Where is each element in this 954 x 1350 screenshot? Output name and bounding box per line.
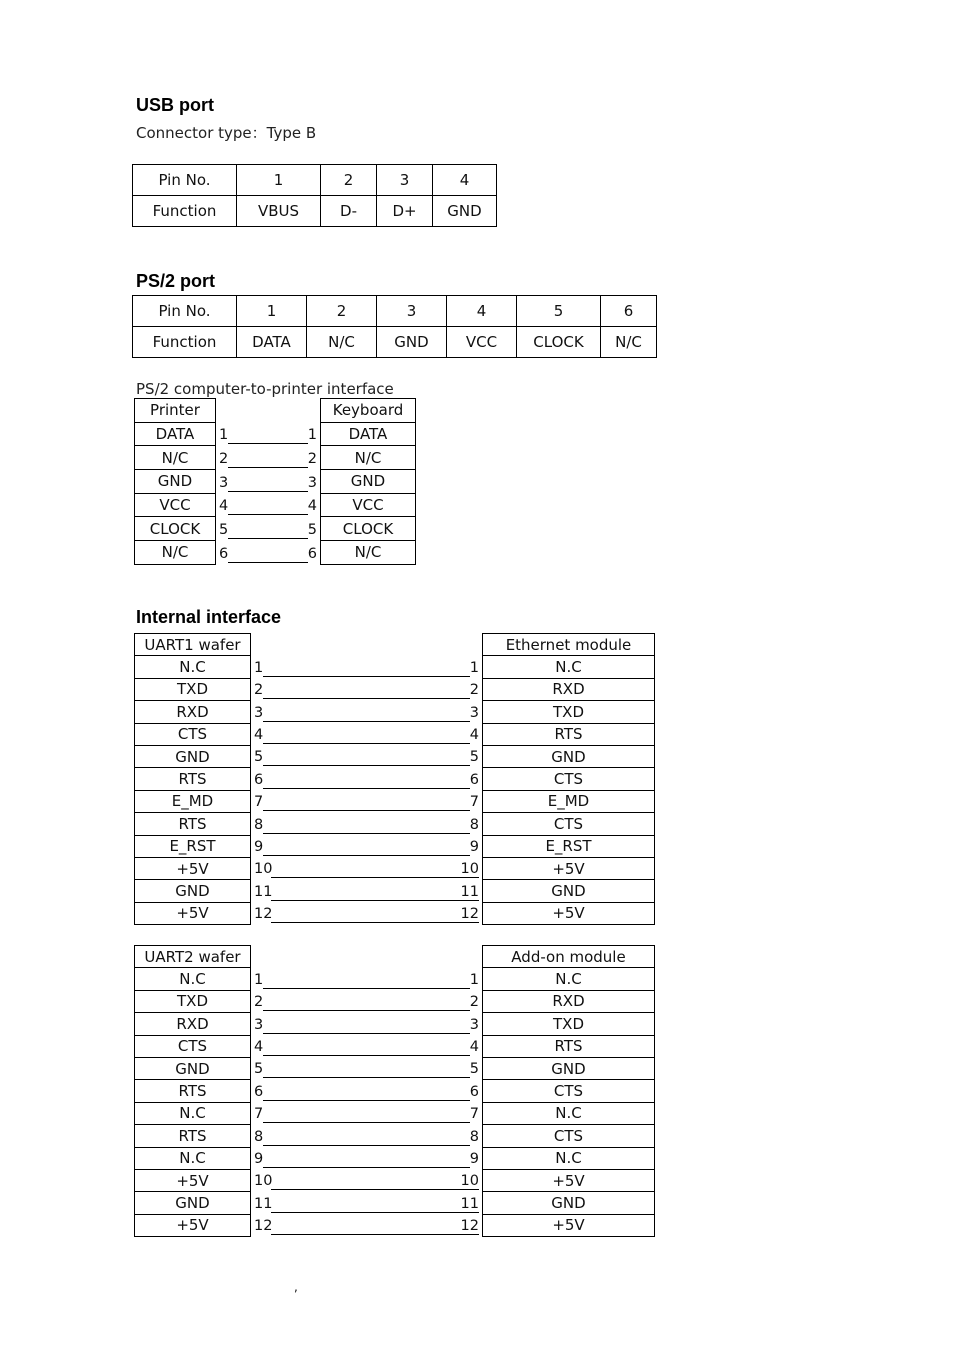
wire-pin-left: 2 (254, 994, 264, 1011)
table-row (483, 656, 655, 678)
right-signal-cell: RTS (483, 723, 655, 745)
right-signal-cell: CTS (483, 768, 655, 790)
table-row (483, 1169, 655, 1191)
table-row (135, 768, 251, 790)
wire-line (228, 443, 308, 444)
wire-row (254, 1124, 479, 1146)
left-connector-table (134, 398, 216, 565)
left-signal-cell: E_MD (135, 790, 251, 812)
ps2-port-heading: PS/2 port (136, 271, 216, 291)
wire-pin-right: 6 (469, 1083, 479, 1100)
usb-cell: GND (433, 196, 497, 227)
wire-pin-right: 8 (469, 1128, 479, 1145)
left-signal-cell: N.C (135, 656, 251, 678)
wire-row (219, 540, 317, 564)
wire-line (263, 1010, 470, 1011)
wire-pin-left: 10 (254, 1173, 273, 1190)
right-signal-cell: GND (483, 880, 655, 902)
ps2-cell: N/C (601, 327, 657, 358)
table-row (135, 835, 251, 857)
table-row (135, 656, 251, 678)
wire-pin-left: 4 (219, 498, 229, 515)
wire-pin-left: 3 (254, 1016, 264, 1033)
wire-pin-left: 2 (254, 682, 264, 699)
wire-pin-left: 11 (254, 1195, 273, 1212)
wire-row (254, 857, 479, 879)
wire-group (254, 633, 479, 924)
wire-group (219, 398, 317, 564)
table-row (483, 1035, 655, 1057)
wire-pin-left: 4 (254, 1038, 264, 1055)
wire-line (263, 1167, 470, 1168)
table-row (483, 1125, 655, 1147)
wire-pin-left: 3 (219, 474, 229, 491)
wire-row (254, 790, 479, 812)
table-row (483, 1080, 655, 1102)
wire-row (254, 835, 479, 857)
wire-pin-left: 9 (254, 1150, 264, 1167)
wire-line (263, 743, 470, 744)
wire-line (263, 1033, 470, 1034)
table-row (135, 880, 251, 902)
wire-row (254, 1079, 479, 1101)
wire-pin-right: 9 (469, 1150, 479, 1167)
wire-line (263, 721, 470, 722)
right-signal-cell: CTS (483, 1125, 655, 1147)
wire-row (254, 1102, 479, 1124)
wire-row (254, 700, 479, 722)
wire-row (254, 1191, 479, 1213)
right-signal-cell: CLOCK (321, 517, 416, 541)
left-signal-cell: GND (135, 880, 251, 902)
wire-line (228, 491, 308, 492)
right-signal-cell: +5V (483, 902, 655, 924)
left-signal-cell: CTS (135, 723, 251, 745)
ps2-cell: 2 (307, 296, 377, 327)
wire-pin-right: 2 (307, 451, 317, 468)
right-signal-cell: GND (483, 1192, 655, 1214)
usb-cell: VBUS (237, 196, 321, 227)
left-connector-header: UART1 wafer (135, 634, 251, 656)
wire-line (271, 922, 479, 923)
wire-pin-left: 1 (254, 971, 264, 988)
left-signal-cell: RTS (135, 1080, 251, 1102)
wire-line (263, 698, 470, 699)
usb-pin-table (132, 164, 497, 227)
right-signal-cell: GND (483, 1057, 655, 1079)
wire-line (228, 514, 308, 515)
left-signal-cell: E_RST (135, 835, 251, 857)
table-row (135, 701, 251, 723)
wire-pin-left: 6 (254, 1083, 264, 1100)
ps2-cell: GND (377, 327, 447, 358)
table-row (135, 857, 251, 879)
wire-pin-left: 3 (254, 704, 264, 721)
table-row (321, 422, 416, 446)
wire-pin-right: 12 (460, 906, 479, 923)
wire-line (263, 855, 470, 856)
wire-pin-left: 9 (254, 838, 264, 855)
table-row (135, 541, 216, 565)
usb-cell: Function (133, 196, 237, 227)
table-row (483, 813, 655, 835)
table-row (321, 541, 416, 565)
wire-pin-right: 5 (469, 749, 479, 766)
internal-interface-heading: Internal interface (136, 607, 282, 627)
footer-mark: , (294, 1280, 298, 1294)
ps2-cell: 6 (601, 296, 657, 327)
wire-line (263, 788, 470, 789)
wire-line (263, 765, 470, 766)
table-row (135, 990, 251, 1012)
wire-pin-right: 6 (469, 771, 479, 788)
right-connector-header: Add-on module (483, 946, 655, 968)
wire-pin-left: 1 (219, 427, 229, 444)
wire-line (263, 676, 470, 677)
ps2-cell: VCC (447, 327, 517, 358)
wire-line (271, 1234, 479, 1235)
ps2-cell: 1 (237, 296, 307, 327)
wire-line (263, 1100, 470, 1101)
right-connector-header: Keyboard (321, 399, 416, 423)
ps2-interface-caption: PS/2 computer-to-printer interface (136, 380, 394, 398)
right-connector-table (482, 633, 655, 925)
wire-pin-left: 5 (254, 749, 264, 766)
wire-row (254, 678, 479, 700)
right-signal-cell: RXD (483, 678, 655, 700)
wire-pin-left: 5 (219, 522, 229, 539)
table-row (135, 446, 216, 470)
wire-line (263, 833, 470, 834)
usb-cell: 3 (377, 165, 433, 196)
ps2-cell: DATA (237, 327, 307, 358)
right-signal-cell: RTS (483, 1035, 655, 1057)
left-signal-cell: GND (135, 1057, 251, 1079)
wire-pin-left: 10 (254, 861, 273, 878)
table-row (135, 1013, 251, 1035)
right-signal-cell: E_MD (483, 790, 655, 812)
table-row (135, 1035, 251, 1057)
right-connector-table (320, 398, 416, 565)
wire-pin-right: 2 (469, 994, 479, 1011)
table-row (135, 422, 216, 446)
wire-row (254, 879, 479, 901)
table-row (135, 813, 251, 835)
wire-row (254, 1012, 479, 1034)
table-row (483, 1057, 655, 1079)
right-connector-header: Ethernet module (483, 634, 655, 656)
usb-pin-row (133, 165, 497, 196)
right-signal-cell: GND (321, 470, 416, 494)
wire-line (263, 1077, 470, 1078)
table-row (135, 678, 251, 700)
wire-row (254, 745, 479, 767)
wire-pin-left: 1 (254, 659, 264, 676)
table-row (135, 1214, 251, 1236)
usb-cell: D+ (377, 196, 433, 227)
table-row (483, 745, 655, 767)
usb-cell: D- (321, 196, 377, 227)
wire-pin-right: 6 (307, 545, 317, 562)
left-signal-cell: +5V (135, 857, 251, 879)
ps2-cell: 3 (377, 296, 447, 327)
wire-row (219, 422, 317, 446)
left-signal-cell: N.C (135, 968, 251, 990)
wire-pin-right: 7 (469, 1106, 479, 1123)
right-signal-cell: +5V (483, 857, 655, 879)
left-connector-header: UART2 wafer (135, 946, 251, 968)
table-row (135, 745, 251, 767)
wire-pin-left: 12 (254, 906, 273, 923)
table-row (321, 517, 416, 541)
left-signal-cell: +5V (135, 1214, 251, 1236)
left-signal-cell: RXD (135, 1013, 251, 1035)
ps2-function-row (133, 327, 657, 358)
table-row (135, 723, 251, 745)
usb-cell: Pin No. (133, 165, 237, 196)
table-row (483, 990, 655, 1012)
table-row (483, 1102, 655, 1124)
left-signal-cell: +5V (135, 1169, 251, 1191)
right-signal-cell: N.C (483, 1147, 655, 1169)
wire-row (254, 1169, 479, 1191)
wire-pin-right: 1 (307, 427, 317, 444)
usb-cell: 1 (237, 165, 321, 196)
table-row (135, 790, 251, 812)
wire-row (254, 990, 479, 1012)
wire-pin-right: 4 (469, 726, 479, 743)
table-row (483, 701, 655, 723)
table-row (483, 768, 655, 790)
wire-pin-left: 4 (254, 726, 264, 743)
wire-row (219, 493, 317, 517)
table-row (483, 880, 655, 902)
right-signal-cell: +5V (483, 1169, 655, 1191)
right-signal-cell: VCC (321, 493, 416, 517)
table-row (135, 470, 216, 494)
ps2-cell: Pin No. (133, 296, 237, 327)
ps2-cell: 4 (447, 296, 517, 327)
left-connector-table (134, 945, 251, 1237)
wire-pin-right: 3 (469, 1016, 479, 1033)
table-row (483, 723, 655, 745)
table-row (483, 857, 655, 879)
left-signal-cell: N.C (135, 1147, 251, 1169)
left-signal-cell: VCC (135, 493, 216, 517)
right-signal-cell: N.C (483, 968, 655, 990)
wire-pin-right: 3 (307, 474, 317, 491)
usb-function-row (133, 196, 497, 227)
wire-line (271, 1212, 479, 1213)
right-signal-cell: N/C (321, 446, 416, 470)
wire-row (254, 723, 479, 745)
ps2-cell: N/C (307, 327, 377, 358)
right-signal-cell: TXD (483, 1013, 655, 1035)
wire-pin-right: 3 (469, 704, 479, 721)
right-connector-table (482, 945, 655, 1237)
wire-pin-right: 11 (460, 883, 479, 900)
table-row (135, 1057, 251, 1079)
wire-pin-right: 5 (307, 522, 317, 539)
left-signal-cell: RXD (135, 701, 251, 723)
usb-cell: 4 (433, 165, 497, 196)
table-row (483, 678, 655, 700)
wire-pin-left: 6 (254, 771, 264, 788)
wire-pin-right: 11 (460, 1195, 479, 1212)
table-row (321, 446, 416, 470)
ps2-cell: Function (133, 327, 237, 358)
ps2-pin-row (133, 296, 657, 327)
wire-row (219, 517, 317, 541)
left-signal-cell: RTS (135, 1125, 251, 1147)
wire-pin-left: 7 (254, 1106, 264, 1123)
wire-row (254, 1057, 479, 1079)
table-row (483, 968, 655, 990)
wire-line (228, 467, 308, 468)
left-connector-header: Printer (135, 399, 216, 423)
usb-cell: 2 (321, 165, 377, 196)
ps2-cell: CLOCK (517, 327, 601, 358)
left-signal-cell: N.C (135, 1102, 251, 1124)
wire-row (254, 1035, 479, 1057)
wire-pin-left: 8 (254, 816, 264, 833)
table-row (135, 1147, 251, 1169)
right-signal-cell: CTS (483, 813, 655, 835)
wire-row (254, 967, 479, 989)
table-row (135, 1192, 251, 1214)
wire-pin-right: 12 (460, 1218, 479, 1235)
table-row (135, 493, 216, 517)
left-signal-cell: DATA (135, 422, 216, 446)
usb-connector-type: Connector type：Type B (136, 124, 317, 142)
usb-port-heading: USB port (136, 95, 214, 115)
table-row (483, 1192, 655, 1214)
wire-row (254, 655, 479, 677)
wire-pin-left: 11 (254, 883, 273, 900)
wire-line (271, 877, 479, 878)
table-row (483, 1013, 655, 1035)
right-signal-cell: N/C (321, 541, 416, 565)
right-signal-cell: TXD (483, 701, 655, 723)
wire-line (263, 1055, 470, 1056)
left-signal-cell: GND (135, 745, 251, 767)
wire-line (263, 810, 470, 811)
right-signal-cell: GND (483, 745, 655, 767)
wire-pin-right: 10 (460, 861, 479, 878)
right-signal-cell: N.C (483, 656, 655, 678)
wire-pin-right: 7 (469, 794, 479, 811)
wire-pin-right: 2 (469, 682, 479, 699)
table-row (483, 902, 655, 924)
wire-row (254, 767, 479, 789)
left-signal-cell: CTS (135, 1035, 251, 1057)
wire-line (228, 538, 308, 539)
table-row (135, 1125, 251, 1147)
wire-row (254, 1214, 479, 1236)
table-row (321, 470, 416, 494)
table-row (483, 1147, 655, 1169)
wire-pin-right: 9 (469, 838, 479, 855)
table-row (321, 493, 416, 517)
wire-pin-right: 4 (307, 498, 317, 515)
wire-pin-left: 5 (254, 1061, 264, 1078)
wire-line (271, 900, 479, 901)
left-signal-cell: GND (135, 470, 216, 494)
left-signal-cell: RTS (135, 813, 251, 835)
left-signal-cell: CLOCK (135, 517, 216, 541)
left-connector-table (134, 633, 251, 925)
wire-pin-left: 6 (219, 545, 229, 562)
table-row (135, 968, 251, 990)
wire-pin-right: 1 (469, 971, 479, 988)
right-signal-cell: +5V (483, 1214, 655, 1236)
table-row (483, 790, 655, 812)
wire-pin-right: 4 (469, 1038, 479, 1055)
wire-pin-right: 10 (460, 1173, 479, 1190)
table-row (483, 835, 655, 857)
wire-pin-right: 5 (469, 1061, 479, 1078)
right-signal-cell: DATA (321, 422, 416, 446)
left-signal-cell: +5V (135, 902, 251, 924)
wire-pin-left: 8 (254, 1128, 264, 1145)
right-signal-cell: E_RST (483, 835, 655, 857)
wire-group (254, 945, 479, 1236)
left-signal-cell: TXD (135, 678, 251, 700)
wire-pin-left: 7 (254, 794, 264, 811)
right-signal-cell: CTS (483, 1080, 655, 1102)
left-signal-cell: GND (135, 1192, 251, 1214)
wire-line (228, 562, 308, 563)
right-signal-cell: N.C (483, 1102, 655, 1124)
wire-row (254, 812, 479, 834)
wire-row (219, 469, 317, 493)
wire-pin-right: 1 (469, 659, 479, 676)
wire-pin-left: 12 (254, 1218, 273, 1235)
wire-row (254, 1147, 479, 1169)
wire-pin-right: 8 (469, 816, 479, 833)
left-signal-cell: TXD (135, 990, 251, 1012)
wire-line (263, 1145, 470, 1146)
wire-row (254, 902, 479, 924)
ps2-pin-table (132, 295, 657, 358)
left-signal-cell: N/C (135, 541, 216, 565)
ps2-cell: 5 (517, 296, 601, 327)
table-row (135, 902, 251, 924)
table-row (135, 1169, 251, 1191)
wire-line (263, 988, 470, 989)
wire-pin-left: 2 (219, 451, 229, 468)
table-row (135, 1102, 251, 1124)
right-signal-cell: RXD (483, 990, 655, 1012)
table-row (135, 517, 216, 541)
table-row (135, 1080, 251, 1102)
wire-line (271, 1189, 479, 1190)
wire-line (263, 1122, 470, 1123)
wire-row (219, 445, 317, 469)
left-signal-cell: N/C (135, 446, 216, 470)
table-row (483, 1214, 655, 1236)
left-signal-cell: RTS (135, 768, 251, 790)
